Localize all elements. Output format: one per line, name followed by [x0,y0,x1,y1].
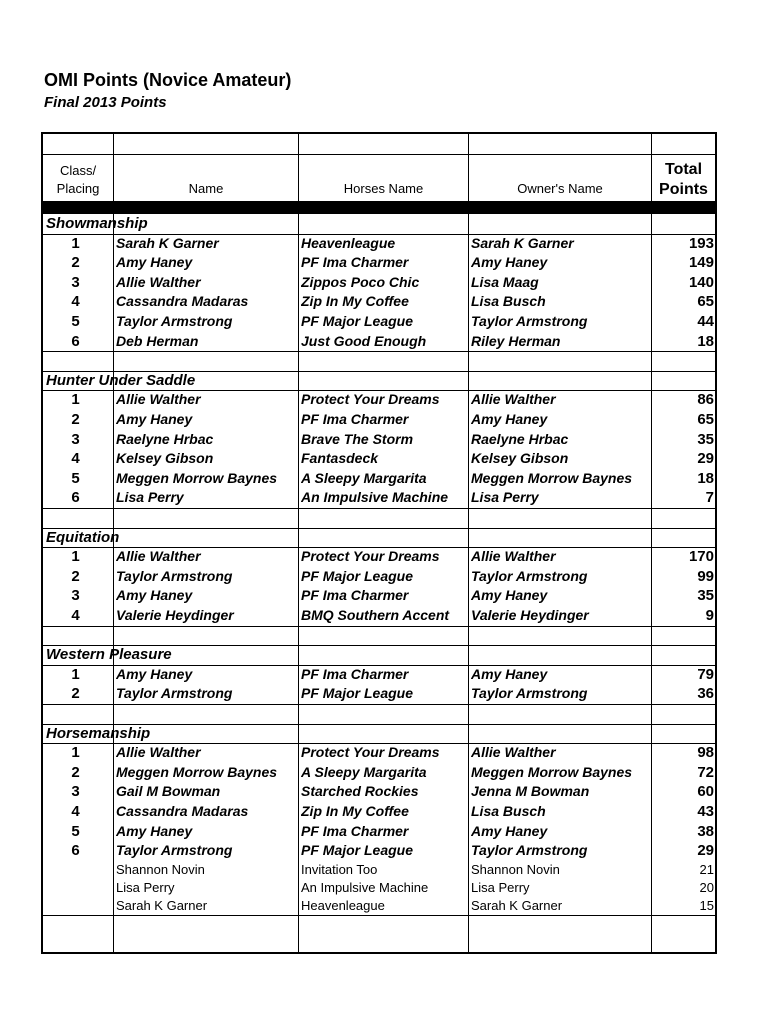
placing-cell: 2 [71,254,80,272]
placing-cell: 2 [71,685,80,703]
points-cell: 60 [697,783,714,801]
horse-name-cell: PF Major League [301,567,414,584]
points-cell: 149 [688,254,714,272]
owner-name-cell: Allie Walther [471,391,556,408]
column-divider [468,134,469,952]
rider-name-cell: Taylor Armstrong [116,842,233,859]
horse-name-cell: PF Ima Charmer [301,822,409,839]
horse-name-cell: Protect Your Dreams [301,391,440,408]
rider-name-cell: Deb Herman [116,332,199,349]
placing-cell: 3 [71,783,80,801]
row-divider [43,626,715,627]
horse-name-cell: Just Good Enough [301,332,427,349]
rider-name-cell: Sarah K Garner [116,234,219,251]
points-cell: 35 [697,430,714,448]
placing-cell: 4 [71,293,80,311]
owner-name-cell: Amy Haney [471,411,548,427]
horse-name-cell: Starched Rockies [301,783,419,800]
rider-name-cell: Raelyne Hrbac [116,430,214,447]
owner-name-cell: Sarah K Garner [471,234,574,251]
section-title: Equitation [46,528,120,546]
rider-name-cell: Taylor Armstrong [116,567,233,584]
rider-name-cell: Cassandra Madaras [116,803,249,819]
points-cell: 15 [699,897,714,913]
placing-cell: 1 [71,744,80,762]
placing-cell: 1 [71,391,80,409]
points-cell: 7 [705,489,714,507]
horse-name-cell: Fantasdeck [301,450,379,467]
points-cell: 20 [699,879,714,895]
document-title: OMI Points (Novice Amateur) [44,70,292,90]
horse-name-cell: An Impulsive Machine [301,879,429,895]
owner-name-cell: Lisa Perry [471,879,530,895]
points-cell: 21 [699,861,714,877]
rider-name-cell: Gail M Bowman [116,783,221,800]
placing-cell: 3 [71,273,80,291]
horse-name-cell: Invitation Too [301,861,378,877]
rider-name-cell: Kelsey Gibson [116,450,214,467]
placing-cell: 3 [71,587,80,605]
owner-name-cell: Lisa Maag [471,273,539,290]
horse-name-cell: PF Ima Charmer [301,411,409,427]
rider-name-cell: Amy Haney [116,411,193,427]
owner-name-cell: Amy Haney [471,665,548,682]
horse-name-cell: Brave The Storm [301,430,414,447]
section-title: Hunter Under Saddle [46,371,196,389]
points-cell: 65 [697,411,714,428]
owner-name-cell: Meggen Morrow Baynes [471,763,633,780]
header-total-line1: Total [664,161,703,178]
placing-cell: 5 [71,469,80,487]
horse-name-cell: Heavenleague [301,234,396,251]
column-divider [298,134,299,952]
owner-name-cell: Amy Haney [471,587,548,604]
owner-name-cell: Allie Walther [471,548,556,565]
points-cell: 193 [688,234,714,252]
points-cell: 43 [697,803,714,820]
row-divider [43,743,715,744]
rider-name-cell: Taylor Armstrong [116,685,233,702]
owner-name-cell: Taylor Armstrong [471,313,588,329]
points-cell: 29 [697,450,714,468]
placing-cell: 5 [71,313,80,330]
placing-cell: 5 [71,822,80,840]
points-cell: 170 [688,548,714,566]
placing-cell: 2 [71,567,80,585]
points-cell: 44 [697,313,714,330]
placing-cell: 3 [71,430,80,448]
row-divider [43,645,715,646]
rider-name-cell: Lisa Perry [116,879,175,895]
rider-name-cell: Allie Walther [116,391,201,408]
document-subtitle: Final 2013 Points [44,94,167,111]
row-divider [43,390,715,391]
owner-name-cell: Taylor Armstrong [471,842,588,859]
row-divider [43,915,715,916]
placing-cell: 4 [71,607,80,624]
header-horse: Horses Name [343,181,424,196]
section-title: Western Pleasure [46,646,172,664]
row-divider [43,724,715,725]
header-class-line1: Class/ [59,163,97,178]
owner-name-cell: Amy Haney [471,254,548,271]
placing-cell: 4 [71,803,80,820]
rider-name-cell: Amy Haney [116,254,193,271]
rider-name-cell: Allie Walther [116,744,201,761]
owner-name-cell: Kelsey Gibson [471,450,569,467]
owner-name-cell: Taylor Armstrong [471,685,588,702]
points-cell: 35 [697,587,714,605]
owner-name-cell: Meggen Morrow Baynes [471,469,633,486]
row-divider [43,371,715,372]
points-cell: 98 [697,744,714,762]
owner-name-cell: Sarah K Garner [471,897,563,913]
horse-name-cell: Heavenleague [301,897,385,913]
row-divider [43,547,715,548]
horse-name-cell: PF Major League [301,685,414,702]
row-divider [43,154,715,155]
placing-cell: 2 [71,763,80,781]
header-owner: Owner's Name [517,181,603,196]
rider-name-cell: Cassandra Madaras [116,293,249,310]
points-cell: 36 [697,685,714,703]
horse-name-cell: Protect Your Dreams [301,548,440,565]
rider-name-cell: Amy Haney [116,587,193,604]
column-divider [651,134,652,952]
row-divider [43,528,715,529]
placing-cell: 4 [71,450,80,468]
header-class [43,162,113,198]
horse-name-cell: Protect Your Dreams [301,744,440,761]
row-divider [43,704,715,705]
header-total [652,160,715,200]
owner-name-cell: Amy Haney [471,822,548,839]
points-cell: 79 [697,665,714,683]
points-cell: 38 [697,822,714,840]
horse-name-cell: PF Ima Charmer [301,665,409,682]
horse-name-cell: Zip In My Coffee [301,293,409,310]
placing-cell: 6 [71,332,80,350]
horse-name-cell: PF Ima Charmer [301,587,409,604]
horse-name-cell: A Sleepy Margarita [301,763,427,780]
points-cell: 140 [688,273,714,291]
row-divider [43,201,715,202]
points-table [41,132,717,954]
placing-cell: 2 [71,411,80,428]
points-cell: 18 [697,332,714,350]
header-class-line2: Placing [56,181,100,196]
rider-name-cell: Allie Walther [116,548,201,565]
rider-name-cell: Amy Haney [116,665,193,682]
points-cell: 9 [705,607,714,624]
owner-name-cell: Lisa Busch [471,803,546,819]
owner-name-cell: Raelyne Hrbac [471,430,569,447]
rider-name-cell: Meggen Morrow Baynes [116,469,278,486]
owner-name-cell: Lisa Busch [471,293,546,310]
row-divider [43,665,715,666]
owner-name-cell: Allie Walther [471,744,556,761]
owner-name-cell: Lisa Perry [471,489,539,506]
owner-name-cell: Shannon Novin [471,861,560,877]
rider-name-cell: Sarah K Garner [116,897,208,913]
points-cell: 72 [697,763,714,781]
row-divider [43,508,715,509]
placing-cell: 6 [71,842,80,860]
row-divider [43,234,715,235]
rider-name-cell: Shannon Novin [116,861,205,877]
placing-cell: 6 [71,489,80,507]
horse-name-cell: PF Major League [301,842,414,859]
placing-cell: 1 [71,665,80,683]
horse-name-cell: An Impulsive Machine [301,489,449,506]
points-cell: 65 [697,293,714,311]
header-divider-bar [43,201,715,214]
horse-name-cell: Zippos Poco Chic [301,273,420,290]
horse-name-cell: PF Ima Charmer [301,254,409,271]
placing-cell: 1 [71,234,80,252]
row-divider [43,351,715,352]
header-name: Name [188,181,224,196]
owner-name-cell: Valerie Heydinger [471,607,589,623]
rider-name-cell: Lisa Perry [116,489,184,506]
rider-name-cell: Taylor Armstrong [116,313,233,329]
column-divider [113,134,114,952]
owner-name-cell: Jenna M Bowman [471,783,590,800]
section-title: Horsemanship [46,724,151,742]
header-total-line2: Points [659,181,708,198]
points-cell: 29 [697,842,714,860]
owner-name-cell: Riley Herman [471,332,561,349]
points-cell: 18 [697,469,714,487]
points-cell: 86 [697,391,714,409]
horse-name-cell: Zip In My Coffee [301,803,409,819]
owner-name-cell: Taylor Armstrong [471,567,588,584]
horse-name-cell: A Sleepy Margarita [301,469,427,486]
points-cell: 99 [697,567,714,585]
rider-name-cell: Valerie Heydinger [116,607,234,623]
rider-name-cell: Amy Haney [116,822,193,839]
horse-name-cell: BMQ Southern Accent [301,607,450,623]
placing-cell: 1 [71,548,80,566]
rider-name-cell: Meggen Morrow Baynes [116,763,278,780]
rider-name-cell: Allie Walther [116,273,201,290]
horse-name-cell: PF Major League [301,313,414,329]
section-title: Showmanship [46,215,148,232]
